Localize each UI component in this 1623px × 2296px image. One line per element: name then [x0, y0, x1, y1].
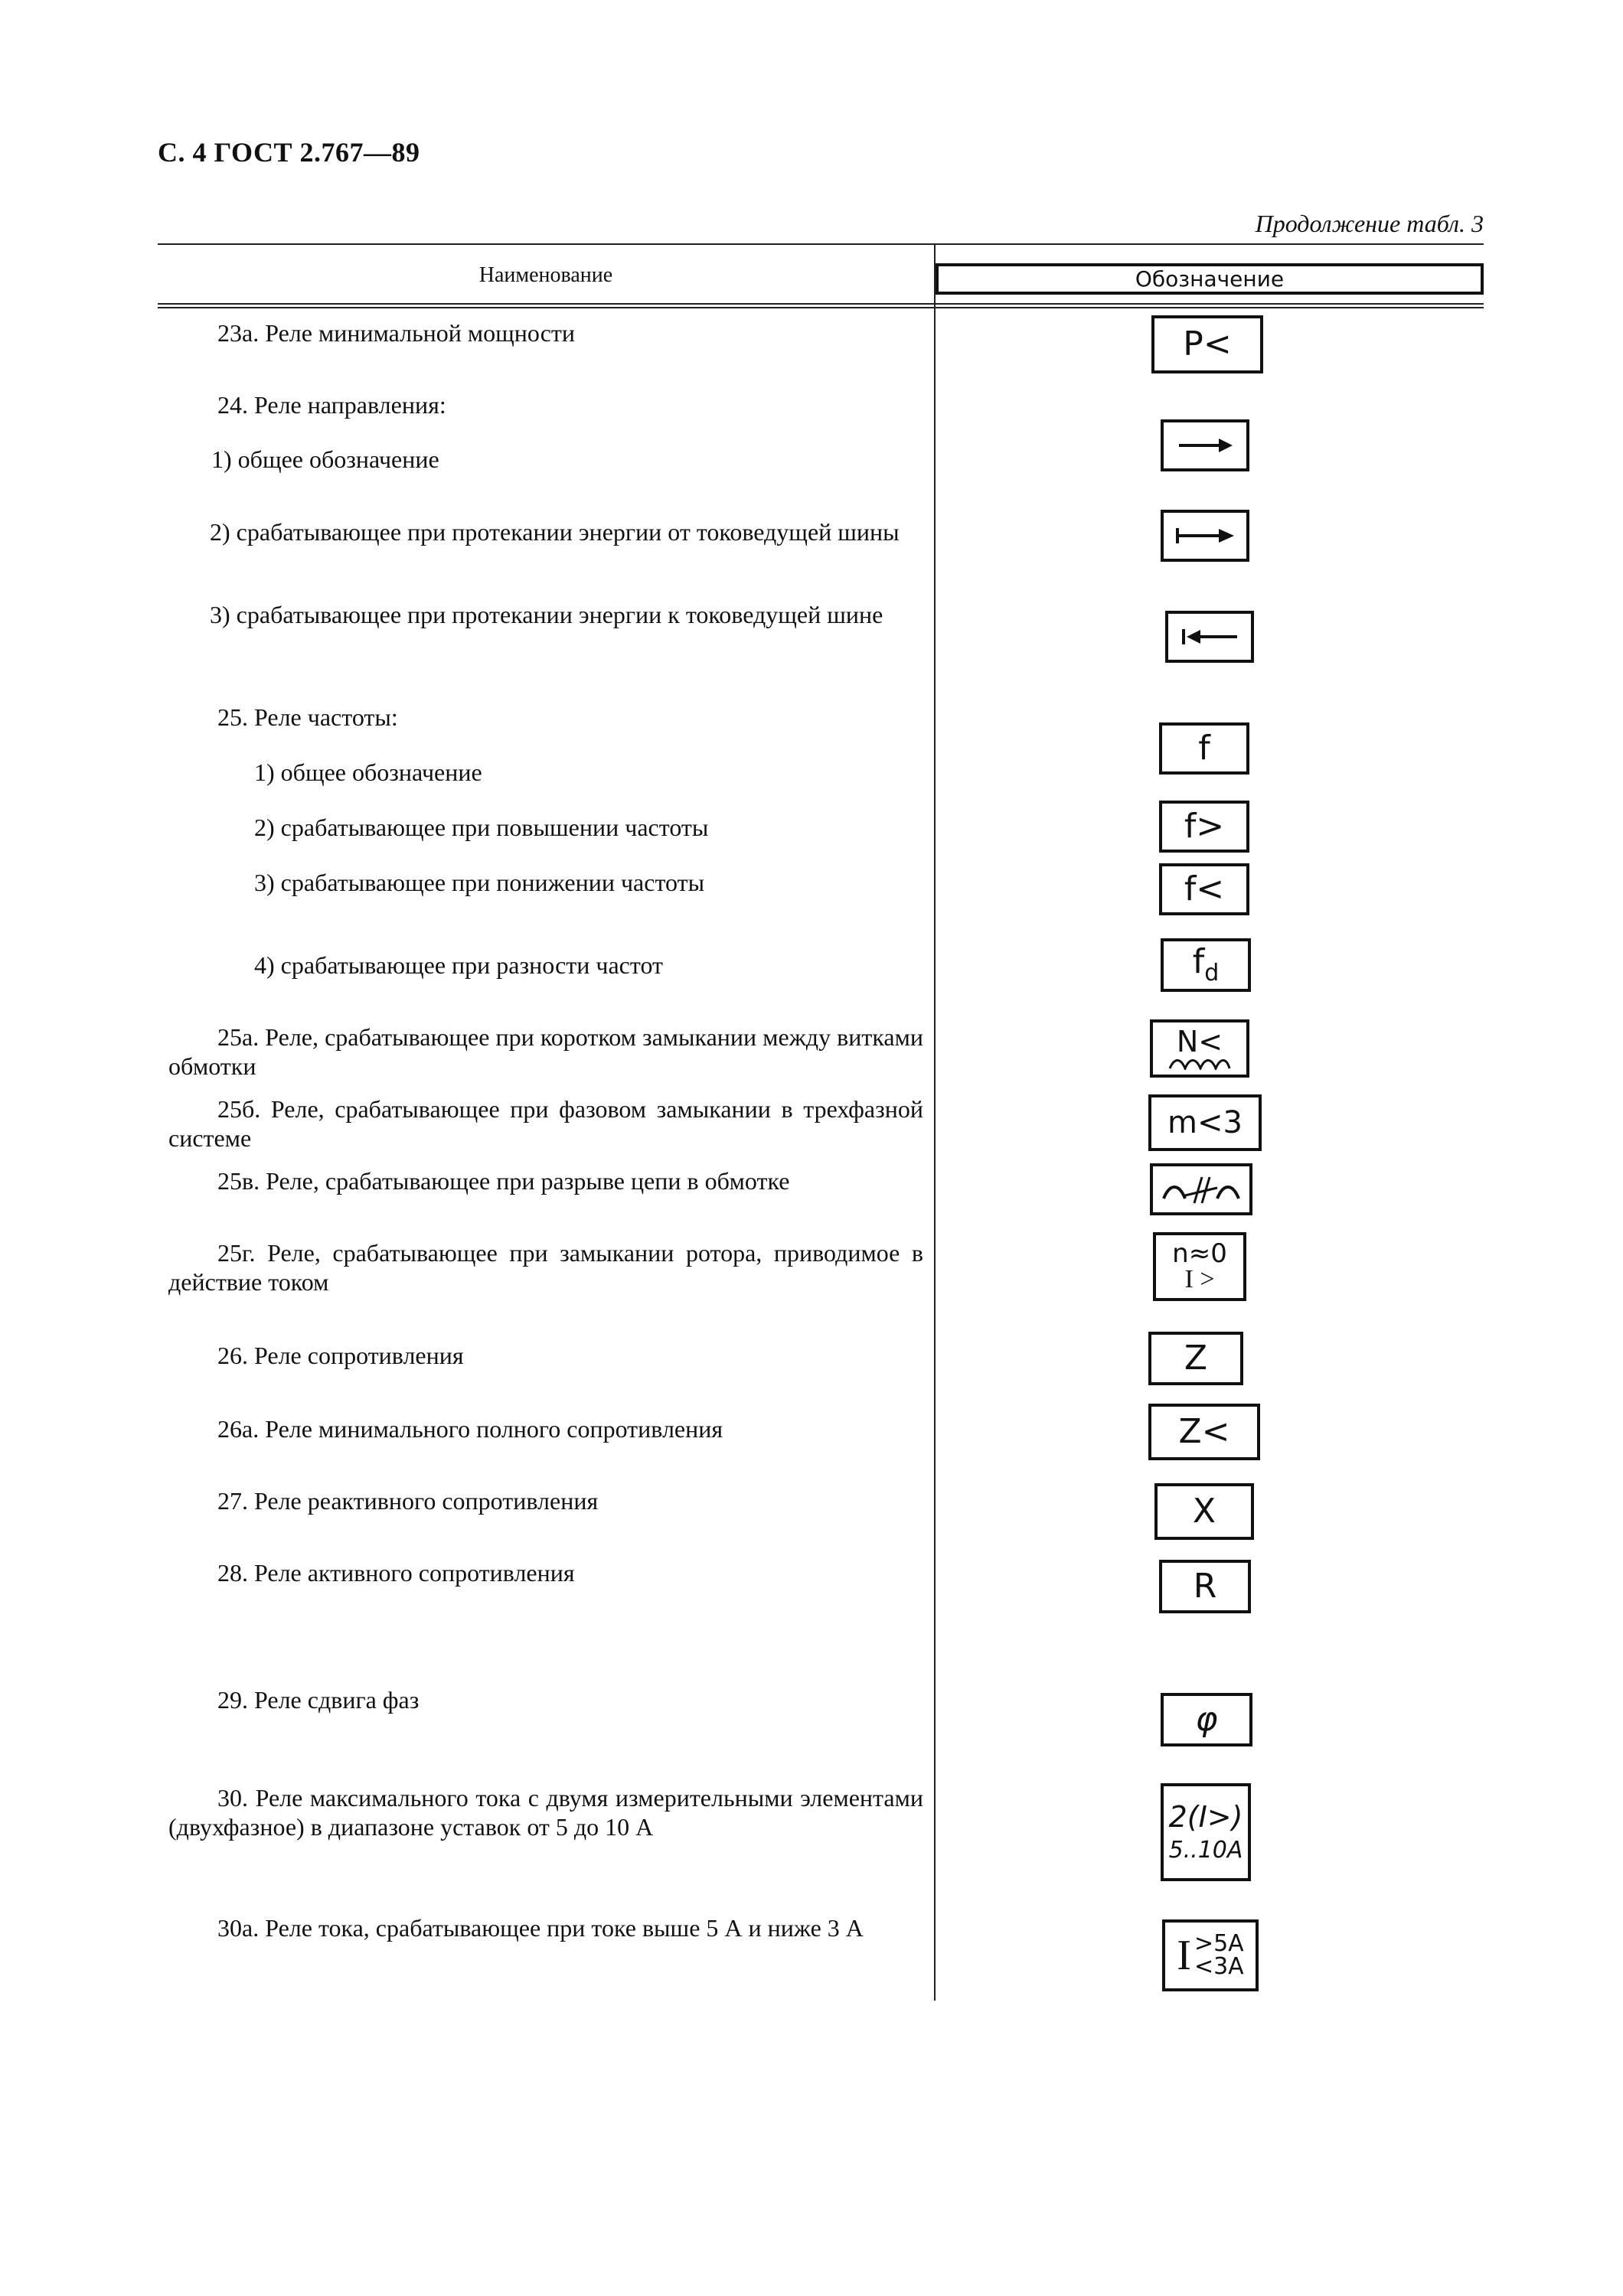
table-top-rule [158, 243, 1484, 245]
table-row-name: 25. Реле частоты: [217, 703, 398, 731]
table-row-name: 4) срабатывающее при разности частот [254, 951, 663, 979]
symbol-phase-fault [1148, 1094, 1262, 1151]
symbol-min-impedance [1148, 1404, 1260, 1460]
table-row-name: 24. Реле направления: [217, 391, 446, 419]
symbol-frequency-difference [1161, 938, 1251, 992]
symbol-phase-shift [1161, 1693, 1252, 1746]
table-row-name: 2) срабатывающее при повышении частоты [254, 814, 709, 841]
table-header-rule-double [158, 307, 1484, 308]
table-column-divider [934, 243, 936, 2001]
column-header-symbol: Обозначение [936, 263, 1484, 295]
symbol-thresholds [1194, 1932, 1244, 1978]
table-row-name: 29. Реле сдвига фаз [217, 1686, 420, 1714]
table-row-name: 1) общее обозначение [211, 445, 439, 473]
table-continuation-label: Продолжение табл. 3 [1255, 210, 1484, 237]
symbol-text [1192, 942, 1220, 987]
table-header-rule [158, 303, 1484, 305]
winding-break-icon [1159, 1172, 1243, 1206]
symbol-rotor-fault [1153, 1232, 1246, 1301]
table-row-name: 3) срабатывающее при протекании энергии к токоведущей шине [210, 601, 883, 628]
symbol-text: X [1192, 1492, 1216, 1531]
symbol-text: N< [1176, 1025, 1223, 1058]
symbol-frequency-less [1159, 863, 1249, 915]
symbol-threshold-upper: >5A [1194, 1930, 1244, 1957]
symbol-text: f> [1184, 807, 1225, 846]
symbol-turn-short-circuit [1150, 1019, 1249, 1078]
table-row-name: 25б. Реле, срабатывающее при фазовом замыкании в трехфазной системе [168, 1095, 923, 1152]
symbol-text-line2: 5..10A [1168, 1837, 1243, 1864]
symbol-text: m<3 [1167, 1105, 1243, 1140]
symbol-direction-from-bus [1161, 510, 1249, 562]
table-row-name: 23а. Реле минимальной мощности [217, 319, 576, 347]
symbol-overcurrent-two-phase [1161, 1783, 1251, 1881]
table-row-name: 2) срабатывающее при протекании энергии от токоведущей шины [210, 518, 900, 546]
symbol-subscript: d [1204, 959, 1220, 987]
symbol-direction-to-bus [1165, 611, 1254, 663]
symbol-reactance [1154, 1483, 1254, 1540]
symbol-threshold-lower: <3A [1194, 1953, 1244, 1980]
symbol-text: P< [1183, 325, 1232, 364]
symbol-base-text: f [1192, 942, 1205, 982]
table-row-name: 25г. Реле, срабатывающее при замыкании ротора, приводимое в действие током [168, 1239, 923, 1296]
table-row-name: 30. Реле максимального тока с двумя измерительными элементами (двухфазное) в диапазоне уставок от 5 до 10 А [168, 1784, 923, 1841]
symbol-direction-general [1161, 419, 1249, 471]
symbol-winding-break [1150, 1163, 1252, 1215]
table-row-name: 26а. Реле минимального полного сопротивления [217, 1415, 723, 1443]
winding-icon [1167, 1056, 1233, 1070]
symbol-text: f< [1184, 869, 1225, 908]
arrow-left-to-bar-icon [1177, 625, 1242, 648]
symbol-frequency-more [1159, 801, 1249, 853]
table-row-name: 27. Реле реактивного сопротивления [217, 1487, 599, 1515]
symbol-p-less [1151, 315, 1263, 373]
arrow-right-icon [1174, 434, 1236, 457]
symbol-resistance [1148, 1332, 1243, 1385]
column-header-name: Наименование [478, 263, 613, 287]
table-row-name: 3) срабатывающее при понижении частоты [254, 869, 705, 896]
table-row-name: 30а. Реле тока, срабатывающее при токе выше 5 А и ниже 3 А [217, 1914, 864, 1942]
symbol-text: Z [1184, 1339, 1208, 1378]
symbol-current-band [1162, 1919, 1259, 1991]
table-row-name: 1) общее обозначение [254, 758, 482, 786]
page-header: С. 4 ГОСТ 2.767—89 [158, 137, 420, 168]
symbol-active-resistance [1159, 1560, 1251, 1613]
table-row-name: 28. Реле активного сопротивления [217, 1559, 575, 1587]
symbol-frequency-general [1159, 722, 1249, 775]
symbol-text-line1: n≈0 [1172, 1238, 1227, 1269]
symbol-text: R [1193, 1567, 1217, 1606]
symbol-text: f [1198, 729, 1210, 768]
symbol-text-line1: 2(I>) [1168, 1800, 1243, 1834]
symbol-text: Z< [1178, 1412, 1230, 1451]
table-row-name: 25а. Реле, срабатывающее при коротком замыкании между витками обмотки [168, 1023, 923, 1080]
symbol-text-main: I [1177, 1932, 1191, 1979]
table-row-name: 25в. Реле, срабатывающее при разрыве цепи в обмотке [217, 1167, 790, 1195]
arrow-right-from-bar-icon [1173, 524, 1237, 547]
symbol-text: φ [1195, 1700, 1218, 1739]
table-row-name: 26. Реле сопротивления [217, 1342, 464, 1369]
symbol-text-line2: I > [1184, 1265, 1215, 1293]
